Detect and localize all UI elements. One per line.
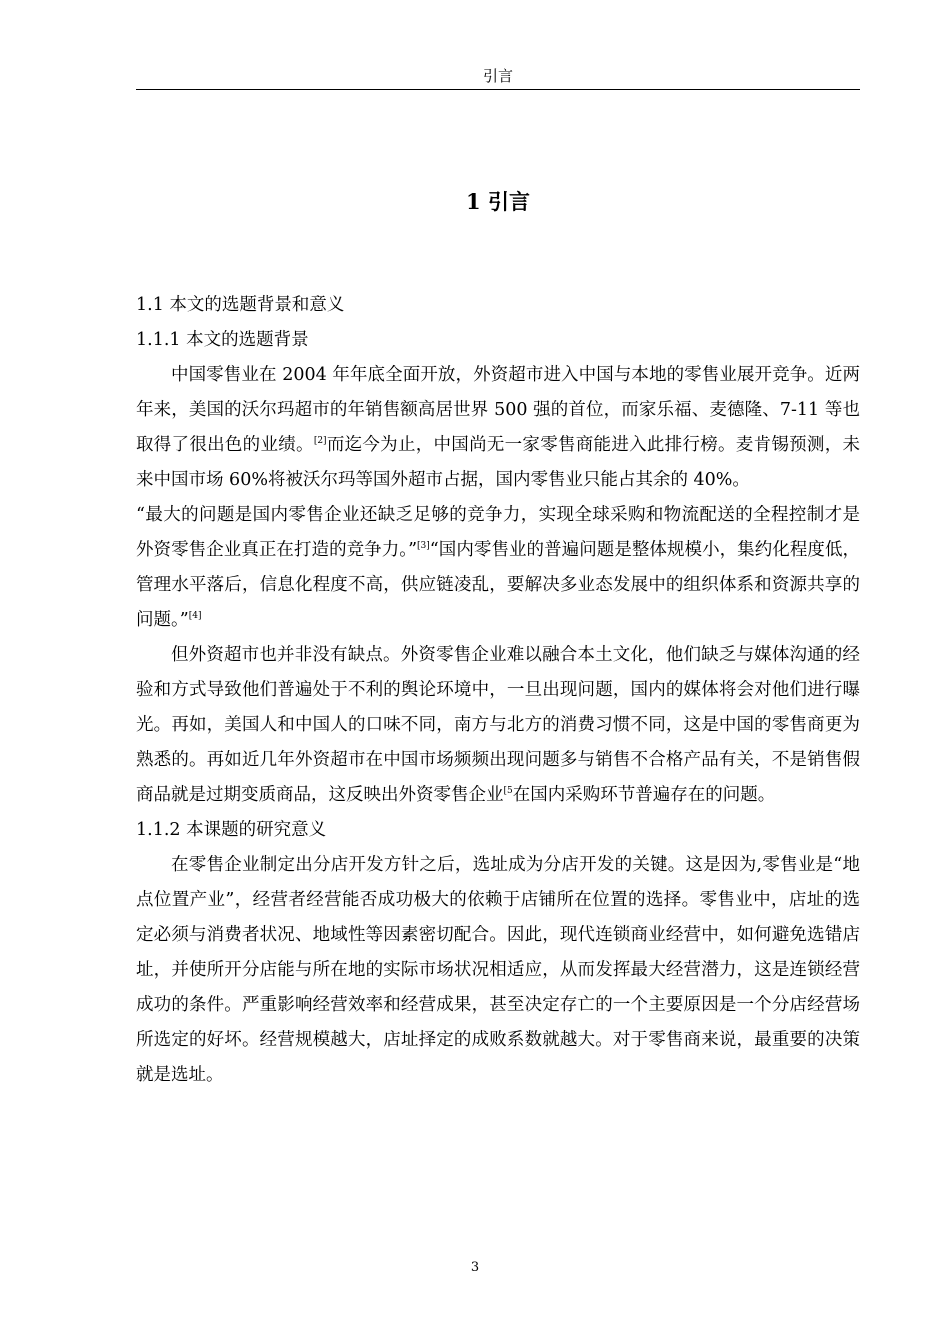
section-heading-1-1-1: 1.1.1 本文的选题背景 <box>136 330 309 350</box>
chapter-title: 1 引言 <box>466 189 530 214</box>
citation-5: [5 <box>503 786 513 796</box>
section-heading-1-1: 1.1 本文的选题背景和意义 <box>136 295 345 315</box>
body-text <box>136 288 860 1093</box>
section-heading-1-1-2: 1.1.2 本课题的研究意义 <box>136 820 327 840</box>
paragraph-3-text-a: 但外资超市也并非没有缺点。外资零售企业难以融合本土文化，他们缺乏与媒体沟通的经验和方式导致他们普遍处于不利的舆论环境中，一旦出现问题，国内的媒体将会对他们进行曝光。再如，美国人和中国人的口味不同，南方与北方的消费习惯不同，这是中国的零售商更为熟悉的。再如近几年外资超市在中国市场频频出现问题多与销售不合格产品有关，不是销售假商品就是过期变质商品，这反映出外资零售企业 <box>136 645 860 805</box>
paragraph-1 <box>136 358 860 498</box>
paragraph-4: 在零售企业制定出分店开发方针之后，选址成为分店开发的关键。这是因为,零售业是“地点位置产业”，经营者经营能否成功极大的依赖于店铺所在位置的选择。零售业中，店址的选定必须与消费者状况、地域性等因素密切配合。因此，现代连锁商业经营中，如何避免选错店址，并使所开分店能与所在地的实际市场状况相适应，从而发挥最大经营潜力，这是连锁经营成功的条件。严重影响经营效率和经营成果，甚至决定存亡的一个主要原因是一个分店经营场所选定的好坏。经营规模越大，店址择定的成败系数就越大。对于零售商来说，最重要的决策就是选址。 <box>136 855 860 1085</box>
running-header: 引言 <box>482 67 513 85</box>
paragraph-2-text-b: “国内零售业的普遍问题是整体规模小，集约化程度低，管理水平落后，信息化程度不高，供应链凌乱，要解决多业态发展中的组织体系和资源共享的问题。” <box>136 540 860 630</box>
paragraph-3 <box>136 638 860 813</box>
paragraph-3-text-b: 在国内采购环节普遍存在的问题。 <box>512 785 776 805</box>
header-rule <box>136 89 860 90</box>
citation-3: [3] <box>417 541 430 551</box>
paragraph-2-text-a: “最大的问题是国内零售企业还缺乏足够的竞争力，实现全球采购和物流配送的全程控制才是外资零售企业真正在打造的竞争力。” <box>136 505 860 560</box>
page-number: 3 <box>470 1260 480 1275</box>
paragraph-2 <box>136 498 860 638</box>
paragraph-1-text-a: 中国零售业在 2004 年年底全面开放，外资超市进入中国与本地的零售业展开竞争。近两年来，美国的沃尔玛超市的年销售额高居世界 500 强的首位，而家乐福、麦德隆、7-11 等也取得了很出色的业绩。 <box>136 365 860 455</box>
citation-2: [2] <box>313 436 327 446</box>
paragraph-1-text-b: 而迄今为止，中国尚无一家零售商能进入此排行榜。麦肯锡预测，未来中国市场 60%将被沃尔玛等国外超市占据，国内零售业只能占其余的 40%。 <box>136 435 860 490</box>
citation-4: [4] <box>188 611 202 621</box>
